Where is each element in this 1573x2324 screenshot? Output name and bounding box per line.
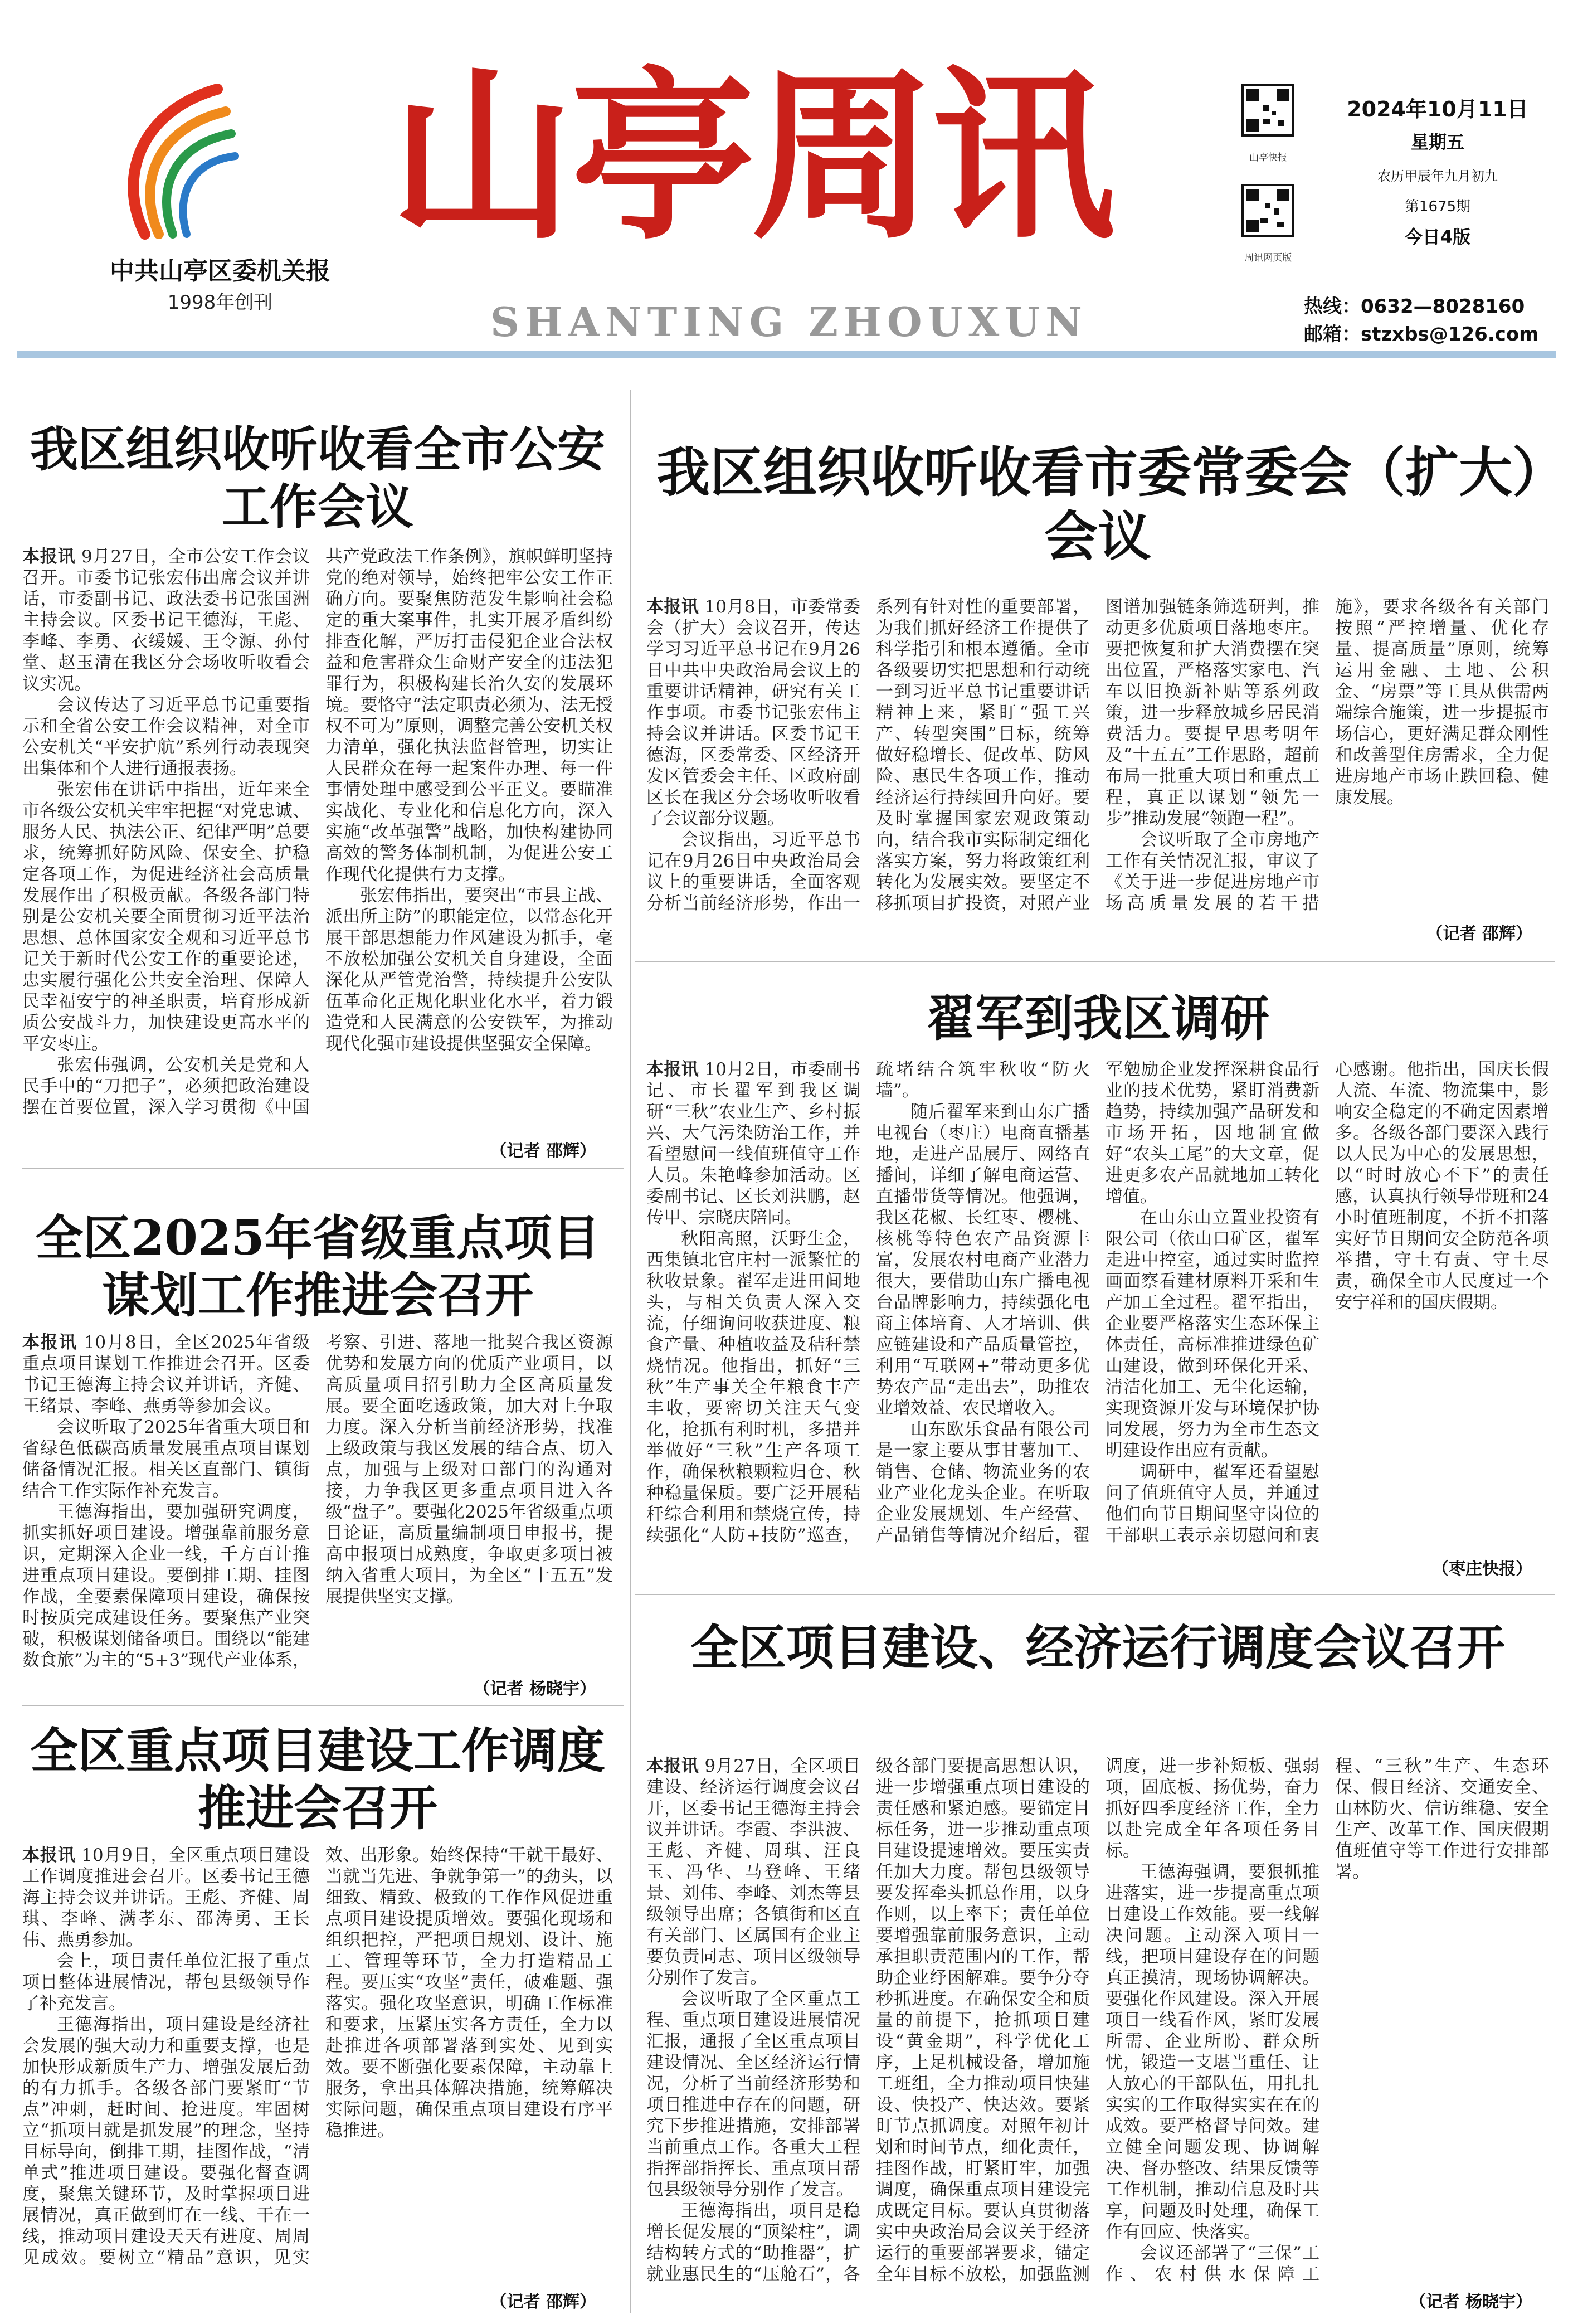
article-lead: 10月8日，全区2025年省级重点项目谋划工作推进会召开。区委书记王德海主持会议并讲话，齐健、王绪景、李峰、燕勇等参加会议。	[22, 1333, 310, 1416]
article-zhai-jun-visit	[646, 1059, 1549, 1560]
article-paragraph: 会议听取了2025年省重大项目和省绿色低碳高质量发展重点项目谋划储备情况汇报。相关区直部门、镇街结合工作实际作补充发言。	[22, 1417, 310, 1501]
byline: （记者 邵辉）	[490, 2292, 596, 2312]
article-paragraph: 会上，项目责任单位汇报了重点项目整体进展情况，帮包县级领导作了补充发言。	[22, 1951, 310, 2014]
article-standing-committee	[646, 596, 1549, 920]
headline-zhai-jun-visit: 翟军到我区调研	[926, 989, 1269, 1047]
page-count: 今日4版	[1404, 226, 1471, 247]
article-paragraph: 山东欧乐食品有限公司是一家主要从事甘薯加工、销售、仓储、物流业务的农业产业化龙头企业。在听取企业发展规划、生产经营、产品销售等情况介绍后，翟军勉励企业发挥深耕食品行业的技术优势，紧盯消费新趋势，持续加强产品研发和市场开拓，因地制宜做好“农头工尾”的大文章，促进更多农产品就地加工转化增值。	[876, 1059, 1319, 1545]
article-paragraph: 随后翟军来到山东广播电视台（枣庄）电商直播基地，走进产品展厅、网络直播间，详细了解电商运营、直播带货等情况。他强调，我区花椒、长红枣、樱桃、核桃等特色农产品资源丰富，发展农村电商产业潜力很大，要借助山东广播电视台品牌影响力，持续强化电商主体培育、人才培训、供应链建设和产品质量管控，利用“互联网+”带动更多优势农产品“走出去”，助推农业增效益、农民增收入。	[876, 1102, 1090, 1418]
headline-standing-committee: 我区组织收听收看市委常委会（扩大）会议	[656, 441, 1539, 568]
article-paragraph: 在山东山立置业投资有限公司（依山口矿区，翟军走进中控室，通过实时监控画面察看建材原料开采和生产加工全过程。翟军指出，企业要严格落实生态环保主体责任，高标准推进绿色矿山建设，做到环保化开采、清洁化加工、无尘化运输，实现资源开发与环境保护协同发展，努力为全市生态文明建设作出应有贡献。	[1106, 1208, 1319, 1461]
byline: （记者 杨晓宇）	[473, 1679, 596, 1699]
news-tag: 本报讯	[646, 597, 699, 617]
lunar-date: 农历甲辰年九月初九	[1377, 168, 1498, 184]
masthead-pinyin: SHANTING ZHOUXUN	[490, 298, 1088, 346]
byline: （记者 邵辉）	[490, 1141, 596, 1161]
column-divider	[630, 390, 631, 2313]
qr-code-web[interactable]	[1241, 184, 1294, 237]
established-year: 1998年创刊	[167, 291, 273, 314]
publisher-name: 中共山亭区委机关报	[110, 257, 330, 285]
newspaper-logo	[106, 67, 251, 256]
article-police-meeting	[22, 546, 613, 1137]
article-key-project-scheduling	[22, 1845, 613, 2285]
article-paragraph: 王德海指出，项目建设是经济社会发展的强大动力和重要支撑，也是加快形成新质生产力、增强发展后劲的有力抓手。各级各部门要紧盯“节点”冲刺，赶时间、抢进度。牢固树立“抓项目就是抓发展”的理念，坚持目标导向，倒排工期，挂图作战，“清单式”推进项目建设。要强化督查调度，聚焦关键环节，及时掌握项目进展情况，真正做到盯在一线、干在一线，推动项目建设天天有进度、周周见成效。要树立“精品”意识，见实效、出形象。始终保持“干就干最好、当就当先进、争就争第一”的劲头，以细致、精致、极致的工作作风促进重点项目建设提质增效。要强化现场和组织把控，严把项目规划、设计、施工、管理等环节，全力打造精品工程。要压实“攻坚”责任，破难题、强落实。强化攻坚意识，明确工作标准和要求，压紧压实各方责任，全力以赴推进各项部署落到实处、见到实效。要不断强化要素保障，主动靠上服务，拿出具体解决措施，统筹解决实际问题，确保重点项目建设有序平稳推进。	[22, 1845, 613, 2268]
divider	[22, 1168, 624, 1169]
email: 邮箱：stzxbs@126.com	[1304, 323, 1539, 346]
qr-label-kuaibao: 山亭快报	[1249, 152, 1287, 163]
article-economic-operation	[646, 1756, 1549, 2285]
qr-label-web: 周讯网页版	[1244, 252, 1292, 264]
article-paragraph: 会议听取了全区重点工程、重点项目建设进展情况汇报，通报了全区重点项目建设情况、全区经济运行情况，分析了当前经济形势和项目推进中存在的问题，研究下步推进措施，安排部署当前重点工作。各重大工程指挥部指挥长、重点项目帮包县级领导分别作了发言。	[646, 1989, 860, 2200]
qr-code-kuaibao[interactable]	[1241, 84, 1294, 137]
hotline: 热线：0632—8028160	[1304, 295, 1525, 318]
issue-weekday: 星期五	[1410, 132, 1464, 153]
headline-provincial-projects: 全区2025年省级重点项目谋划工作推进会召开	[35, 1210, 600, 1324]
article-paragraph: 秋阳高照，沃野生金，西集镇北官庄村一派繁忙的秋收景象。翟军走进田间地头，与相关负责人深入交流，仔细询问收获进度、粮食产量、种植收益及秸秆禁烧情况。他指出，抓好“三秋”生产事关全年粮食丰产丰收，要密切关注天气变化，抢抓有利时机，多措并举做好“三秋”生产各项工作，确保秋粮颗粒归仓、秋种稳量保质。要广泛开展秸秆综合利用和禁烧宣传，持续强化“人防+技防”巡查，疏堵结合筑牢秋收“防火墙”。	[646, 1059, 1090, 1545]
article-paragraph: 张宏伟指出，要突出“市县主战、派出所主防”的职能定位，以常态化开展干部思想能力作风建设为抓手，毫不放松加强公安机关自身建设，全面深化从严管党治警，持续提升公安队伍革命化正规化职业化水平，着力锻造党和人民满意的公安铁军，为推动现代化强市建设提供坚强安全保障。	[325, 886, 613, 1054]
article-paragraph: 调研中，翟军还看望慰问了值班值守人员，并通过他们向节日期间坚守岗位的干部职工表示亲切慰问和衷心感谢。他指出，国庆长假人流、车流、物流集中，影响安全稳定的不确定因素增多。各级各部门要深入践行以人民为中心的发展思想，以“时时放心不下”的责任感，认真执行领导带班和24小时值班制度，不折不扣落实好节日期间安全防范各项举措，守土有责、守土尽责，确保全市人民度过一个安宁祥和的国庆假期。	[1106, 1059, 1549, 1545]
byline: （记者 杨晓宇）	[1409, 2292, 1532, 2312]
masthead-title: 山亭周讯	[390, 48, 1112, 264]
news-tag: 本报讯	[22, 1845, 76, 1865]
article-paragraph: 会议指出，习近平总书记在9月26日中央政治局会议上的重要讲话，全面客观分析当前经济形势，作出一系列有针对性的重要部署，为我们抓好经济工作提供了科学指引和根本遵循。全市各级要切实把思想和行动统一到习近平总书记重要讲话精神上来，紧盯“强工兴产、转型突围”目标，统筹做好稳增长、促改革、防风险、惠民生各项工作，推动经济运行持续回升向好。要及时掌握国家宏观政策动向，结合我市实际制定细化落实方案，努力将政策红利转化为发展实效。要坚定不移抓项目扩投资，对照产业图谱加强链条筛选研判，推动更多优质项目落地枣庄。要把恢复和扩大消费摆在突出位置，严格落实家电、汽车以旧换新补贴等系列政策，进一步释放城乡居民消费活力。要提早思考明年及“十五五”工作思路，超前布局一批重大项目和重点工程，真正以谋划“领先一步”推动发展“领跑一程”。	[646, 597, 1319, 913]
article-lead: 10月2日，市委副书记、市长翟军到我区调研“三秋”农业生产、乡村振兴、大气污染防治工作，并看望慰问一线值班值守工作人员。朱艳峰参加活动。区委副书记、区长刘洪鹏，赵传甲、宗晓庆陪同。	[646, 1059, 861, 1228]
article-paragraph: 王德海指出，项目是稳增长促发展的“顶梁柱”，调结构转方式的“助推器”，扩就业惠民生的“压舱石”，各级各部门要提高思想认识，进一步增强重点项目建设的责任感和紧迫感。要锚定目标任务，进一步推动重点项目建设提速增效。要压实责任加大力度。帮包县级领导要发挥牵头抓总作用，以身作则，以上率下；责任单位要增强靠前服务意识，主动承担职责范围内的工作，帮助企业纾困解难。要争分夺秒抓进度。在确保安全和质量的前提下，抢抓项目建设“黄金期”，科学优化工序，上足机械设备，增加施工班组，全力推动项目快建设、快投产、快达效。要紧盯节点抓调度。对照年初计划和时间节点，细化责任，挂图作战，盯紧盯牢，加强调度，确保重点项目建设完成既定目标。要认真贯彻落实中央政治局会议关于经济运行的重要部署要求，锚定全年目标不放松，加强监测调度，进一步补短板、强弱项，固底板、扬优势，奋力抓好四季度经济工作，全力以赴完成全年各项任务目标。	[646, 1756, 1319, 2284]
article-lead: 9月27日，全区项目建设、经济运行调度会议召开，区委书记王德海主持会议并讲话。李霞、李洪波、王彪、齐健、周琪、汪良玉、冯华、马登峰、王绪景、刘伟、李峰、刘杰等县级领导出席；各镇街和区直有关部门、区属国有企业主要负责同志、项目区级领导分别作了发言。	[646, 1756, 861, 1988]
byline: （记者 邵辉）	[1426, 924, 1532, 944]
news-tag: 本报讯	[22, 1333, 77, 1353]
headline-police-meeting: 我区组织收听收看全市公安工作会议	[30, 421, 605, 536]
article-paragraph: 张宏伟在讲话中指出，近年来全市各级公安机关牢牢把握“对党忠诚、服务人民、执法公正、纪律严明”总要求，统筹抓好防风险、保安全、护稳定各项工作，为促进经济社会高质量发展作出了积极贡献。各级各部门特别是公安机关要全面贯彻习近平法治思想、总体国家安全观和习近平总书记关于新时代公安工作的重要论述，忠实履行强化公共安全治理、保障人民幸福安宁的神圣职责，培育形成新质公安战斗力，加快建设更高水平的平安枣庄。	[22, 780, 310, 1054]
article-paragraph: 张宏伟强调，公安机关是党和人民手中的“刀把子”，必须把政治建设摆在首要位置，深入学习贯彻《中国共产党政法工作条例》，旗帜鲜明坚持党的绝对领导，始终把牢公安工作正确方向。要聚焦防范发生影响社会稳定的重大案事件，扎实开展矛盾纠纷排查化解，严厉打击侵犯企业合法权益和危害群众生命财产安全的违法犯罪行为，积极构建长治久安的发展环境。要恪守“法定职责必须为、法无授权不可为”原则，调整完善公安机关权力清单，强化执法监督管理，切实让人民群众在每一起案件办理、每一件事情处理中感受到公平正义。要瞄准实战化、专业化和信息化方向，深入实施“改革强警”战略，加快构建协同高效的警务体制机制，为促进公安工作现代化提供有力支撑。	[22, 547, 613, 1117]
news-tag: 本报讯	[646, 1059, 699, 1080]
article-paragraph: 会议还部署了“三保”工作、农村供水保障工程、“三秋”生产、生态环保、假日经济、交通安全、山林防火、信访维稳、安全生产、改革工作、国庆假期值班值守等工作进行安排部署。	[1106, 1756, 1549, 2284]
divider	[635, 961, 1555, 962]
divider	[22, 1705, 624, 1706]
article-paragraph: 会议传达了习近平总书记重要指示和全省公安工作会议精神，对全市公安机关“平安护航”系列行动表现突出集体和个人进行通报表扬。	[22, 695, 310, 779]
article-lead: 10月9日，全区重点项目建设工作调度推进会召开。区委书记王德海主持会议并讲话。王彪、齐健、周琪、李峰、满孝东、邵涛勇、王长伟、燕勇参加。	[22, 1845, 310, 1950]
divider	[635, 1594, 1555, 1595]
article-lead: 9月27日，全市公安工作会议召开。市委书记张宏伟出席会议并讲话，市委副书记、政法委书记张国洲主持会议。区委书记王德海，王彪、李峰、李勇、衣缓媛、王令源、孙付堂、赵玉清在我区分会场收听收看会议实况。	[22, 547, 310, 694]
article-paragraph: 王德海指出，要加强研究调度，抓实抓好项目建设。增强靠前服务意识，定期深入企业一线，千方百计推进重点项目建设。要倒排工期、挂图作战，全要素保障项目建设，确保按时按质完成建设任务。要聚焦产业突破，积极谋划储备项目。围绕以“能建数食旅”为主的“5+3”现代产业体系，考察、引进、落地一批契合我区资源优势和发展方向的优质产业项目，以高质量项目招引助力全区高质量发展。要全面吃透政策，加大对上争取力度。深入分析当前经济形势，找准上级政策与我区发展的结合点、切入点，加强与上级对口部门的沟通对接，力争我区更多重点项目进入各级“盘子”。要强化2025年省级重点项目论证，高质量编制项目申报书，提高申报项目成熟度，争取更多项目被纳入省重大项目，为全区“十五五”发展提供坚实支撑。	[22, 1333, 613, 1670]
article-lead: 10月8日，市委常委会（扩大）会议召开，传达学习习近平总书记在9月26日中共中央政治局会议上的重要讲话精神，研究有关工作事项。市委书记张宏伟主持会议并讲话。区委书记王德海，区委常委、区经济开发区管委会主任、区政府副区长在我区分会场收听收看了会议部分议题。	[646, 597, 861, 829]
news-tag: 本报讯	[22, 547, 76, 567]
headline-economic-operation: 全区项目建设、经济运行调度会议召开	[690, 1620, 1505, 1676]
article-provincial-projects	[22, 1332, 613, 1678]
article-paragraph: 王德海强调，要狠抓推进落实，进一步提高重点项目建设工作效能。要一线解决问题。主动深入项目一线，把项目建设存在的问题真正摸清，现场协调解决。要强化作风建设。深入开展项目一线看作风，紧盯发展所需、企业所盼、群众所忧，锻造一支堪当重任、让人放心的干部队伍，用扎扎实实的工作取得实实在在的成效。要严格督导问效。建立健全问题发现、协调解决、督办整改、结果反馈等工作机制，推动信息及时共享，问题及时处理，确保工作有回应、快落实。	[1106, 1862, 1319, 2242]
issue-date: 2024年10月11日	[1347, 97, 1528, 121]
issue-number: 第1675期	[1404, 198, 1471, 215]
headline-key-project-scheduling: 全区重点项目建设工作调度推进会召开	[30, 1723, 605, 1837]
article-paragraph: 会议听取了全市房地产工作有关情况汇报，审议了《关于进一步促进房地产市场高质量发展的若干措施》，要求各级各有关部门按照“严控增量、优化存量、提高质量”原则，统筹运用金融、土地、公积金、“房票”等工具从供需两端综合施策，进一步提振市场信心，更好满足群众刚性和改善型住房需求，全力促进房地产市场止跌回稳、健康发展。	[1106, 597, 1549, 913]
byline: （枣庄快报）	[1432, 1559, 1532, 1579]
news-tag: 本报讯	[646, 1756, 699, 1776]
masthead-rule	[17, 351, 1556, 358]
